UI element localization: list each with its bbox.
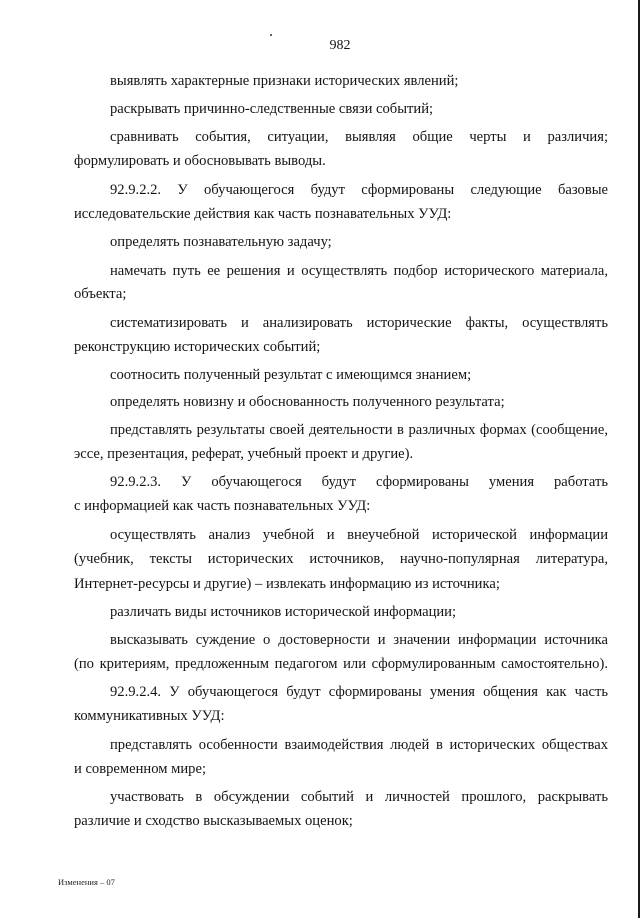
text-line: представлять особенности взаимодействия людей в исторических обществах (110, 737, 608, 753)
page-number: 982 (329, 38, 351, 53)
text-line: определять новизну и обоснованность полученного результата; (110, 394, 505, 410)
text-line: (учебник, тексты исторических источников, научно-популярная литература, (74, 551, 608, 567)
text-line: различать виды источников исторической информации; (110, 604, 457, 620)
text-line: различие и сходство высказываемых оценок; (74, 813, 353, 829)
text-line: объекта; (74, 286, 127, 302)
scan-speck (270, 34, 272, 36)
text-line: 92.9.2.4. У обучающегося будут сформированы умения общения как часть (110, 684, 608, 700)
text-line: исследовательские действия как часть познавательных УУД: (74, 206, 452, 222)
text-line: представлять результаты своей деятельности в различных формах (сообщение, (110, 422, 608, 438)
text-line: раскрывать причинно-следственные связи событий; (110, 101, 434, 117)
text-line: осуществлять анализ учебной и внеучебной исторической информации (110, 527, 608, 543)
text-line: определять познавательную задачу; (110, 234, 332, 250)
text-line: коммуникативных УУД: (74, 708, 225, 724)
text-line: с информацией как часть познавательных УУД: (74, 498, 371, 514)
text-line: высказывать суждение о достоверности и значении информации источника (110, 632, 608, 648)
text-line: 92.9.2.2. У обучающегося будут сформированы следующие базовые (110, 182, 608, 198)
text-line: реконструкцию исторических событий; (74, 339, 321, 355)
text-line: формулировать и обосновывать выводы. (74, 153, 326, 169)
text-line: (по критериям, предложенным педагогом или сформулированным самостоятельно). (74, 656, 608, 672)
text-line: участвовать в обсуждении событий и личностей прошлого, раскрывать (110, 789, 608, 805)
text-line: сравнивать события, ситуации, выявляя общие черты и различия; (110, 129, 608, 145)
text-line: соотносить полученный результат с имеющимся знанием; (110, 367, 472, 383)
text-line: систематизировать и анализировать исторические факты, осуществлять (110, 315, 608, 331)
text-line: 92.9.2.3. У обучающегося будут сформированы умения работать (110, 474, 608, 490)
text-line: Интернет-ресурсы и другие) – извлекать информацию из источника; (74, 576, 500, 592)
text-line: и современном мире; (74, 761, 207, 777)
text-line: выявлять характерные признаки исторических явлений; (110, 73, 459, 89)
text-line: эссе, презентация, реферат, учебный проект и другие). (74, 446, 414, 462)
footer-note: Изменения – 07 (58, 877, 115, 887)
text-line: намечать путь ее решения и осуществлять подбор исторического материала, (110, 263, 608, 279)
